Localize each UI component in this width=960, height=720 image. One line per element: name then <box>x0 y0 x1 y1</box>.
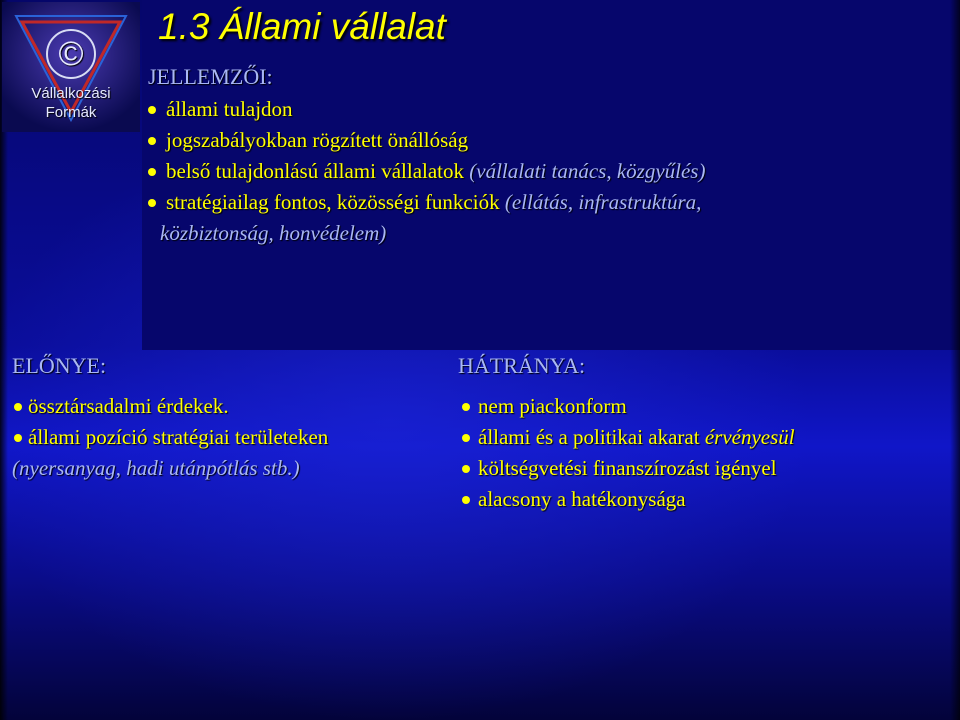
bullet-icon <box>462 434 470 442</box>
bullet-icon <box>148 137 156 145</box>
bullet-icon <box>462 496 470 504</box>
features-section <box>148 64 705 249</box>
feature-paren: (ellátás, infrastruktúra, <box>504 190 702 214</box>
feature-item <box>166 94 705 125</box>
advantage-item <box>28 391 328 422</box>
disadvantage-item <box>478 422 795 453</box>
disadvantage-text: állami és a politikai akarat <box>478 425 705 449</box>
feature-item <box>166 156 705 187</box>
bullet-icon <box>14 434 22 442</box>
disadvantages-section <box>458 353 795 515</box>
disadvantage-item <box>478 453 795 484</box>
copyright-icon: © <box>58 35 84 73</box>
feature-item <box>166 187 705 218</box>
feature-item <box>166 125 705 156</box>
bullet-icon <box>462 465 470 473</box>
advantage-text: állami pozíció stratégiai területeken <box>28 425 329 449</box>
feature-text: belső tulajdonlású állami vállalatok <box>166 159 470 183</box>
disadvantage-item <box>478 484 795 515</box>
bullet-icon <box>148 168 156 176</box>
disadvantage-text: nem piackonform <box>478 394 627 418</box>
right-edge-shadow <box>950 0 960 720</box>
disadvantage-text: költségvetési finanszírozást igényel <box>478 456 777 480</box>
disadvantage-text: alacsony a hatékonysága <box>478 487 686 511</box>
logo-line2: Formák <box>45 104 97 121</box>
logo-line1: Vállalkozási <box>31 85 111 102</box>
bullet-icon <box>148 106 156 114</box>
feature-text: jogszabályokban rögzített önállóság <box>166 128 469 152</box>
feature-paren: (vállalati tanács, közgyűlés) <box>469 159 706 183</box>
features-heading: JELLEMZŐI: <box>148 64 273 89</box>
advantages-heading: ELŐNYE: <box>12 353 107 378</box>
bullet-icon <box>148 199 156 207</box>
advantage-text: össztársadalmi érdekek. <box>28 394 229 418</box>
feature-text: stratégiailag fontos, közösségi funkciók <box>166 190 505 214</box>
feature-continuation: közbiztonság, honvédelem) <box>160 221 387 245</box>
disadvantages-heading: HÁTRÁNYA: <box>458 353 586 378</box>
logo <box>2 2 140 132</box>
disadvantage-item <box>478 391 795 422</box>
disadvantage-italic: érvényesül <box>704 425 795 449</box>
advantages-section <box>12 353 328 484</box>
advantage-item <box>28 422 328 453</box>
feature-text: állami tulajdon <box>166 97 293 121</box>
bullet-icon <box>14 403 22 411</box>
advantage-continuation: (nyersanyag, hadi utánpótlás stb.) <box>12 456 300 480</box>
bullet-icon <box>462 403 470 411</box>
slide-title: 1.3 Állami vállalat <box>158 6 446 47</box>
